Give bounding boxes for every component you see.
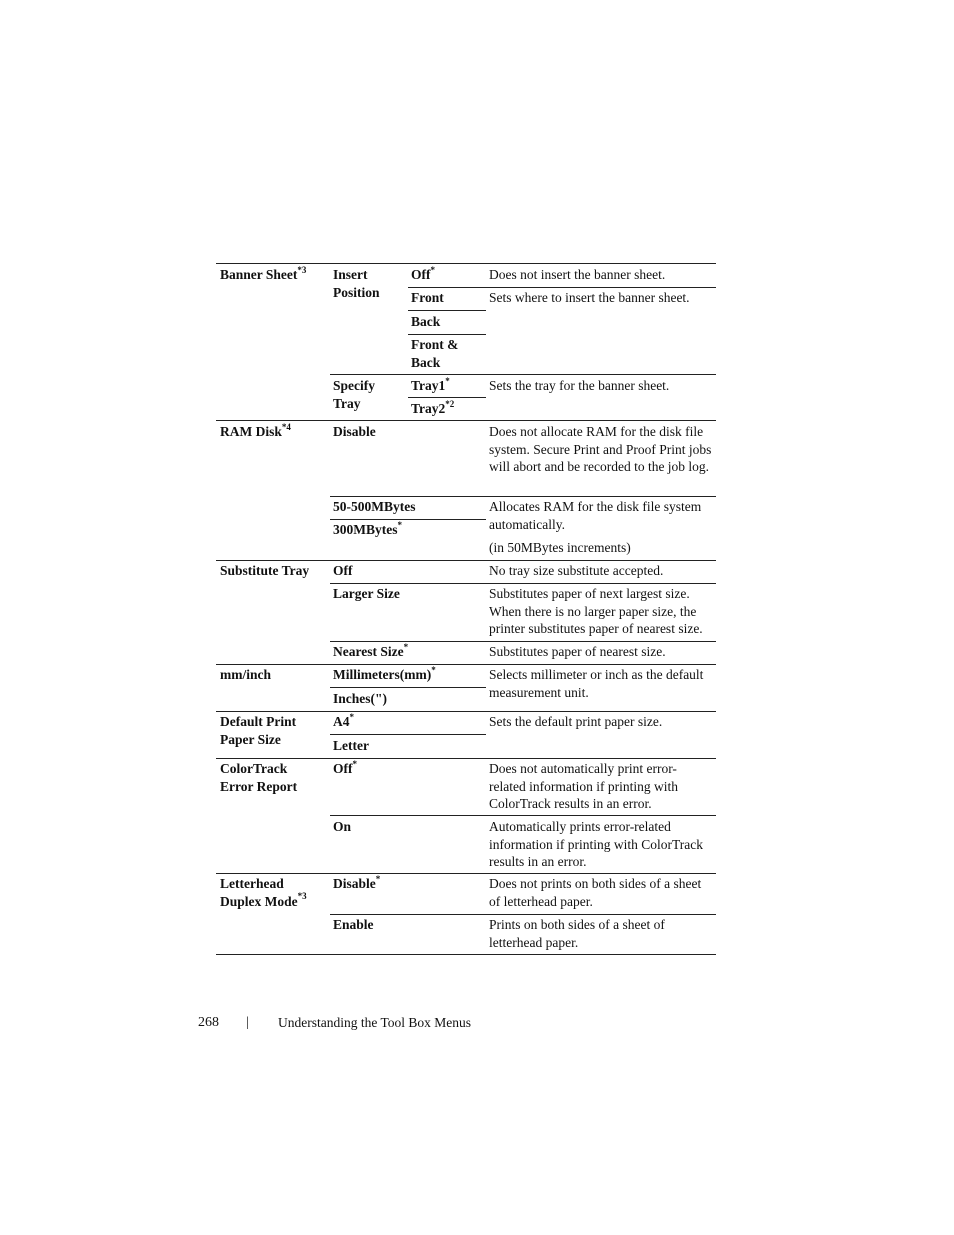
table-cell-setting-value: Off* — [411, 264, 435, 282]
table-cell-setting-option: Disable — [333, 424, 376, 439]
table-rule — [330, 519, 486, 520]
table-cell-setting-option: Inches(") — [333, 691, 387, 706]
table-cell-setting-option: Letter — [333, 738, 369, 753]
table-rule — [330, 815, 716, 816]
footnote-marker: * — [403, 641, 409, 652]
table-cell-setting-value: Front & Back — [411, 337, 459, 370]
table-rule — [216, 420, 716, 421]
table-cell-description: Substitutes paper of next largest size. When there is no larger paper size, the printer substitutes paper of nearest size. — [489, 586, 703, 636]
table-rule — [408, 310, 486, 311]
table-rule — [330, 687, 486, 688]
table-rule — [216, 560, 716, 561]
table-rule — [330, 496, 716, 497]
page-number: 268 — [198, 1015, 219, 1030]
table-rule — [216, 873, 716, 874]
table-cell-setting-option: Nearest Size* — [333, 641, 409, 659]
table-cell-description: Sets where to insert the banner sheet. — [489, 290, 690, 305]
table-cell-description: Sets the tray for the banner sheet. — [489, 378, 670, 393]
table-rule — [216, 711, 716, 712]
table-cell-setting-option: On — [333, 819, 352, 834]
footnote-marker: * — [397, 519, 402, 530]
table-cell-description: Automatically prints error-related information if printing with ColorTrack results in an error. — [489, 819, 703, 869]
table-cell-description: No tray size substitute accepted. — [489, 563, 664, 578]
table-rule — [408, 334, 486, 335]
table-cell-setting-option: A4* — [333, 711, 354, 729]
footer-section-title: Understanding the Tool Box Menus — [278, 1015, 472, 1030]
table-cell-description: Does not prints on both sides of a sheet of letterhead paper. — [489, 876, 702, 909]
table-rule — [408, 397, 486, 398]
table-cell-setting-value: Tray1* — [411, 375, 450, 393]
table-cell-menu-item: Default Print Paper Size — [220, 714, 297, 747]
table-cell-menu-item: Substitute Tray — [220, 563, 310, 578]
table-cell-setting-option: Specify Tray — [333, 378, 375, 411]
table-cell-setting-option: 300MBytes* — [333, 519, 402, 537]
footnote-marker: *4 — [281, 421, 291, 432]
table-cell-description: Selects millimeter or inch as the default measurement unit. — [489, 667, 704, 700]
footnote-marker: * — [430, 264, 435, 275]
table-cell-setting-option: Larger Size — [333, 586, 400, 601]
table-cell-menu-item: Letterhead Duplex Mode$^{*3}$ — [220, 876, 307, 909]
table-rule — [216, 758, 716, 759]
table-cell-setting-option: Off — [333, 563, 353, 578]
table-cell-menu-item: RAM Disk$^{*4}$ — [220, 421, 291, 439]
table-cell-setting-option: Disable* — [333, 873, 381, 891]
table-rule — [330, 374, 716, 375]
footnote-marker: *3 — [297, 264, 307, 275]
table-cell-setting-value: Tray2$^{*2}$ — [411, 398, 455, 416]
table-rule — [216, 263, 716, 264]
table-cell-setting-value: Back — [411, 314, 441, 329]
table-cell-menu-item: ColorTrack Error Report — [220, 761, 298, 794]
table-cell-setting-option: Millimeters(mm)* — [333, 664, 436, 682]
table-cell-description: Does not insert the banner sheet. — [489, 267, 666, 282]
footnote-marker: * — [349, 711, 354, 722]
table-cell-description: Allocates RAM for the disk file system automatically. — [489, 499, 702, 532]
table-rule — [330, 914, 716, 915]
footnote-marker: * — [445, 375, 450, 386]
table-rule — [330, 641, 716, 642]
footnote-marker: *3 — [297, 891, 307, 901]
table-cell-setting-option: Off* — [333, 758, 357, 776]
table-rule — [216, 954, 716, 955]
footer-separator: | — [246, 1015, 249, 1030]
table-rule — [330, 583, 716, 584]
table-cell-setting-value: Front — [411, 290, 444, 305]
table-cell-menu-item: Banner Sheet$^{*3}$ — [220, 264, 307, 282]
footnote-marker: *2 — [445, 398, 455, 409]
table-cell-description: Does not automatically print error-related information if printing with ColorTrack results in an error. — [489, 761, 678, 811]
footnote-marker: * — [431, 664, 436, 675]
footnote-marker: * — [375, 873, 381, 884]
table-cell-description: (in 50MBytes increments) — [489, 540, 631, 555]
table-cell-setting-option: Enable — [333, 917, 374, 932]
table-cell-description: Sets the default print paper size. — [489, 714, 663, 729]
table-cell-setting-option: 50-500MBytes — [333, 499, 416, 514]
table-cell-description: Does not allocate RAM for the disk file system. Secure Print and Proof Print jobs will abort and be recorded to the job log. — [489, 424, 712, 474]
table-rule — [330, 734, 486, 735]
table-rule — [408, 287, 716, 288]
table-cell-description: Prints on both sides of a sheet of letterhead paper. — [489, 917, 665, 950]
table-rule — [216, 664, 716, 665]
footnote-marker: * — [352, 758, 357, 769]
table-cell-setting-option: Insert Position — [333, 267, 380, 300]
table-cell-description: Substitutes paper of nearest size. — [489, 644, 666, 659]
table-cell-menu-item: mm/inch — [220, 667, 272, 682]
